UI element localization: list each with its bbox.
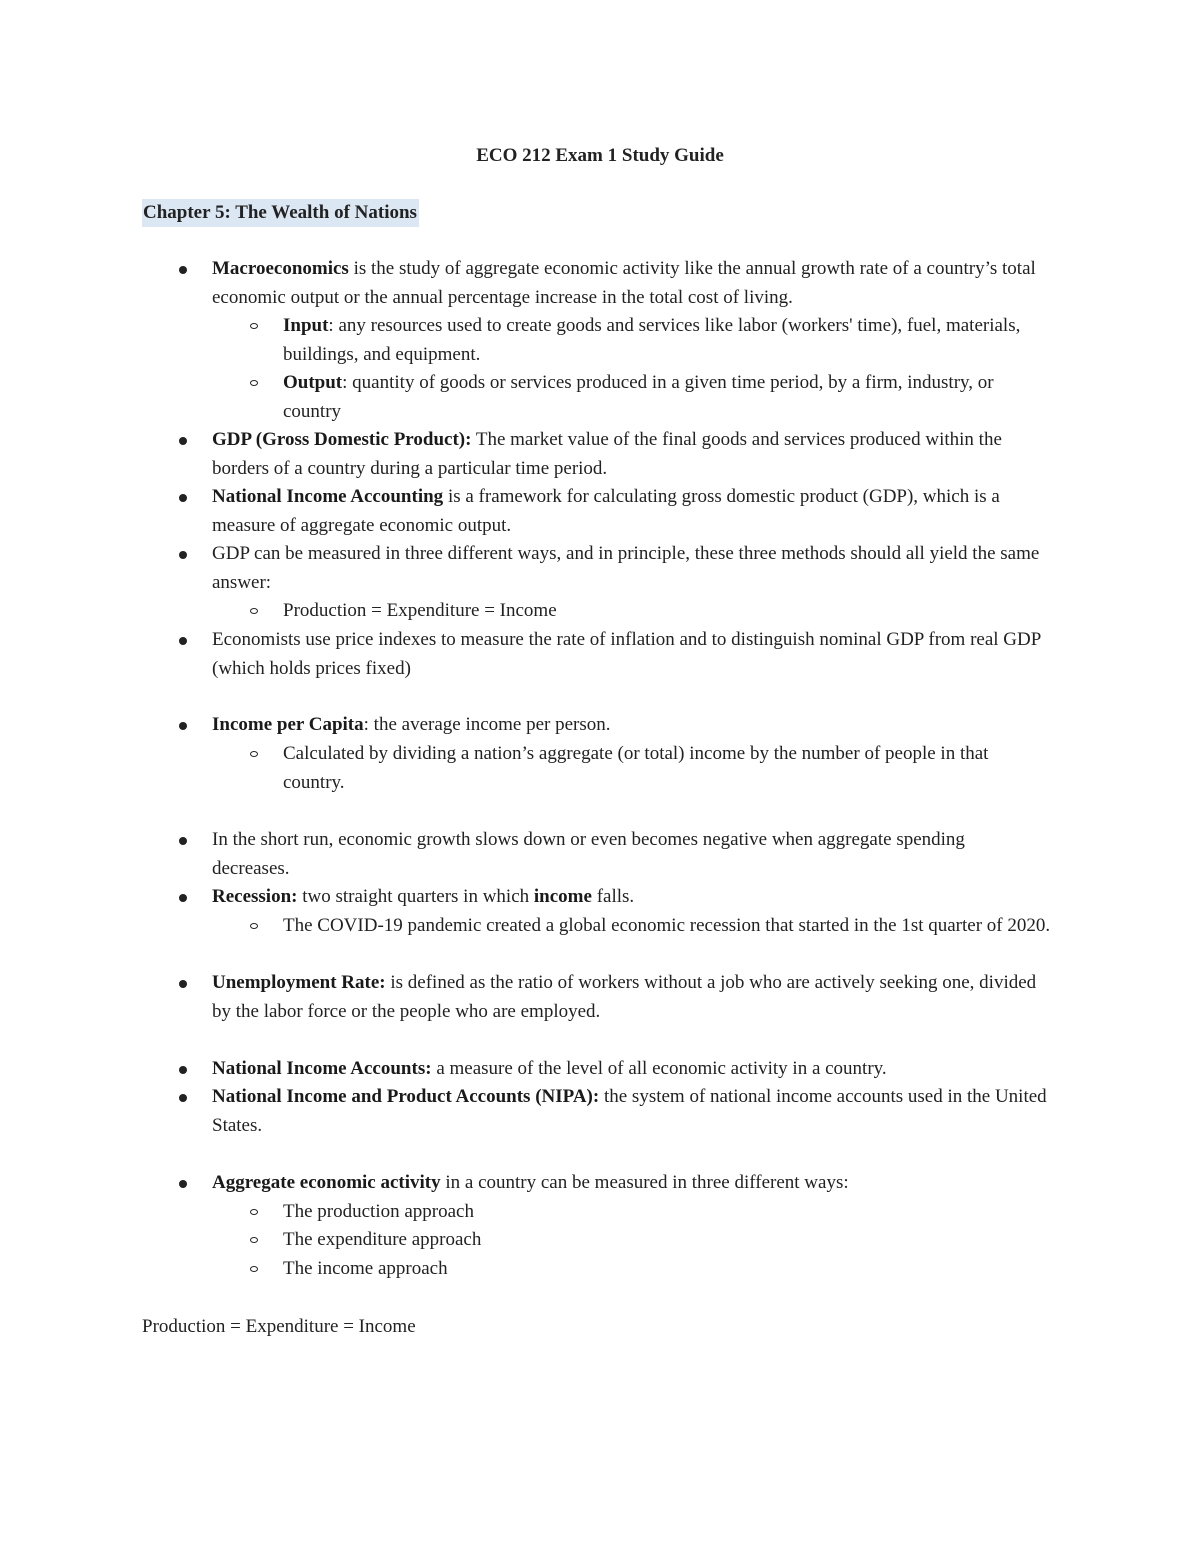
document-title: ECO 212 Exam 1 Study Guide: [476, 145, 724, 166]
circle-bullet-icon: [250, 1237, 258, 1243]
list-item: [212, 1083, 1047, 1140]
term: Aggregate economic activity: [212, 1172, 441, 1193]
definition: : any resources used to create goods and services like labor (workers' time), fuel, materials, buildings, and equipment.: [283, 315, 1021, 365]
bullet-icon: [179, 980, 187, 988]
bullet-icon: [179, 1066, 187, 1074]
term: Income per Capita: [212, 714, 364, 735]
bullet-icon: [179, 551, 187, 559]
definition: : the average income per person.: [363, 714, 611, 735]
definition: is a framework for calculating gross domestic product (GDP), which is a measure of aggregate economic output.: [212, 486, 1000, 536]
list-item: [283, 312, 1053, 369]
circle-bullet-icon: [250, 323, 258, 329]
list-item: The COVID-19 pandemic created a global economic recession that started in the 1st quarter of 2020.: [283, 915, 1051, 936]
list-item: [212, 969, 1047, 1026]
term: Macroeconomics: [212, 258, 349, 279]
bullet-icon: [179, 894, 187, 902]
list-item: Economists use price indexes to measure the rate of inflation and to distinguish nominal GDP from real GDP (which holds prices fixed): [212, 629, 1041, 679]
definition: is defined as the ratio of workers without a job who are actively seeking one, divided by the labor force or the people who are employed.: [212, 972, 1037, 1022]
bullet-icon: [179, 722, 187, 730]
circle-bullet-icon: [250, 1209, 258, 1215]
term: Recession:: [212, 886, 298, 907]
term: GDP (Gross Domestic Product):: [212, 429, 472, 450]
list-item: Calculated by dividing a nation’s aggregate (or total) income by the number of people in that country.: [283, 743, 989, 793]
list-item: GDP can be measured in three different ways, and in principle, these three methods should all yield the same answer:: [212, 543, 1040, 593]
list-item: [212, 1169, 1047, 1198]
definition: the system of national income accounts used in the United States.: [212, 1086, 1047, 1136]
bullet-icon: [179, 266, 187, 274]
term-emphasis: income: [533, 886, 592, 907]
term: National Income and Product Accounts (NIPA):: [212, 1086, 600, 1107]
list-item: The expenditure approach: [283, 1229, 482, 1250]
list-item: [212, 711, 1047, 740]
definition: two straight quarters in which: [297, 886, 534, 907]
definition: in a country can be measured in three different ways:: [440, 1172, 849, 1193]
list-item: [212, 483, 1047, 540]
term: Input: [283, 315, 329, 336]
bullet-icon: [179, 437, 187, 445]
term: National Income Accounts:: [212, 1058, 432, 1079]
list-item: [212, 1055, 1047, 1084]
list-item: [283, 369, 1053, 426]
list-item: The production approach: [283, 1201, 474, 1222]
circle-bullet-icon: [250, 380, 258, 386]
footer-equation: Production = Expenditure = Income: [142, 1316, 416, 1337]
list-item: [212, 426, 1047, 483]
bullet-icon: [179, 637, 187, 645]
list-item: Production = Expenditure = Income: [283, 600, 557, 621]
definition: a measure of the level of all economic activity in a country.: [431, 1058, 887, 1079]
definition-end: falls.: [591, 886, 635, 907]
circle-bullet-icon: [250, 608, 258, 614]
bullet-icon: [179, 1094, 187, 1102]
circle-bullet-icon: [250, 923, 258, 929]
bullet-icon: [179, 494, 187, 502]
list-item: The income approach: [283, 1258, 448, 1279]
list-item: [212, 883, 1047, 912]
definition: is the study of aggregate economic activity like the annual growth rate of a country’s total economic output or the annual percentage increase in the total cost of living.: [212, 258, 1036, 308]
definition: : quantity of goods or services produced in a given time period, by a firm, industry, or country: [283, 372, 994, 422]
bullet-icon: [179, 837, 187, 845]
list-item: In the short run, economic growth slows down or even becomes negative when aggregate spending decreases.: [212, 829, 965, 879]
definition: The market value of the final goods and services produced within the borders of a country during a particular time period.: [212, 429, 1002, 479]
term: Output: [283, 372, 343, 393]
chapter-heading: Chapter 5: The Wealth of Nations: [142, 199, 419, 227]
circle-bullet-icon: [250, 751, 258, 757]
term: Unemployment Rate:: [212, 972, 386, 993]
list-item: [212, 255, 1047, 312]
term: National Income Accounting: [212, 486, 444, 507]
bullet-icon: [179, 1180, 187, 1188]
circle-bullet-icon: [250, 1266, 258, 1272]
